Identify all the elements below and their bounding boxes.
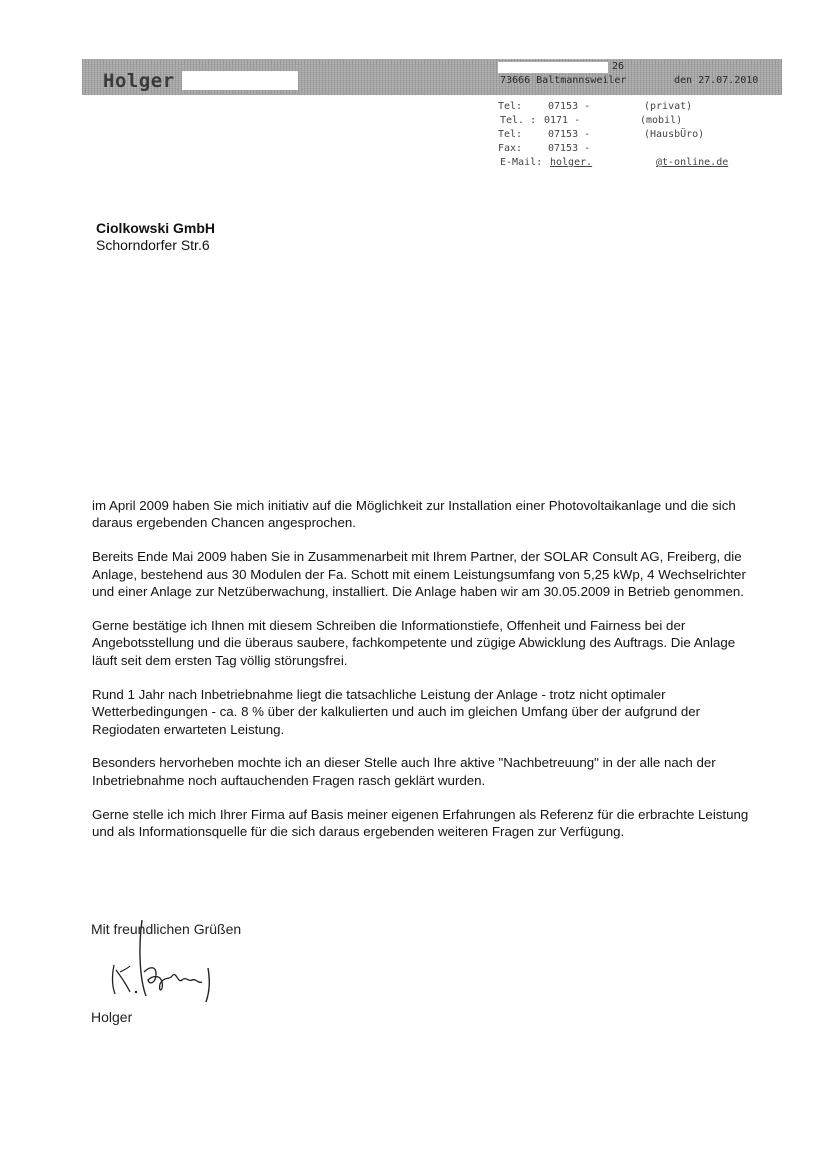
sender-name: Holger (103, 70, 175, 92)
contact-label: Tel: (498, 129, 523, 140)
signer-name: Holger (91, 1009, 133, 1025)
contact-number: 07153 - (548, 143, 591, 154)
email-domain[interactable]: @t-online.de (656, 157, 729, 168)
contact-label: Tel: (498, 101, 523, 112)
contact-label: Tel. : (500, 115, 537, 126)
contact-number: 0171 - (544, 115, 581, 126)
closing-greeting: Mit freundlichen Grüßen (91, 921, 242, 937)
recipient-street: Schorndorfer Str.6 (96, 237, 210, 253)
paragraph: Gerne stelle ich mich Ihrer Firma auf Basis meiner eigenen Erfahrungen als Referenz für die erbrachte Leistung und als Informationsquelle für die sich daraus ergebenden weiteren Fragen zur Verfügung. (92, 806, 749, 840)
email-user[interactable]: holger. (550, 157, 593, 168)
street-number: 26 (612, 61, 625, 72)
contact-number: 07153 - (548, 129, 591, 140)
paragraph: Gerne bestätige ich Ihnen mit diesem Schreiben die Informationstiefe, Offenheit und Fairness bei der Angebotsstellung und die überaus saubere, fachkompetente und zügige Abwicklung des Auftrags. Die Anlage läuft seit dem ersten Tag völlig störungsfrei. (92, 618, 736, 668)
paragraph: Bereits Ende Mai 2009 haben Sie in Zusammenarbeit mit Ihrem Partner, der SOLAR Consult AG, Freiberg, die Anlage, bestehend aus 30 Modulen der Fa. Schott mit einem Leistungsumfang von 5,25 kWp, 4 Wechselrichter und einer Anlage zur Netzüberwachung, installiert. Die Anlage haben wir am 30.05.2009 in Betrieb genommen. (92, 549, 746, 600)
letter-date: den 27.07.2010 (674, 75, 759, 86)
contact-note: (HausbÜro) (644, 129, 705, 140)
paragraph: Besonders hervorheben mochte ich an dieser Stelle auch Ihre aktive "Nachbetreuung" in der alle nach der Inbetriebnahme noch auftauchenden Fragen rasch geklärt wurden. (92, 755, 716, 788)
email-label: E-Mail: (500, 157, 543, 168)
contact-label: Fax: (498, 143, 523, 154)
contact-note: (privat) (644, 101, 693, 112)
paragraph: im April 2009 haben Sie mich initiativ auf die Möglichkeit zur Installation einer Photovoltaikanlage und die sich daraus ergebenden Chancen angesprochen. (92, 498, 736, 531)
contact-number: 07153 - (548, 101, 591, 112)
redacted-street (498, 62, 608, 73)
contact-note: (mobil) (640, 115, 683, 126)
redacted-surname (182, 71, 298, 90)
sender-city: 73666 Baltmannsweiler (500, 75, 627, 86)
letter-body (92, 497, 757, 857)
recipient-company: Ciolkowski GmbH (96, 220, 216, 236)
paragraph: Rund 1 Jahr nach Inbetriebnahme liegt die tatsachliche Leistung der Anlage - trotz nicht optimaler Wetterbedingungen - ca. 8 % über der kalkulierten und auch im gleichen Umfang über der aufgrund der Regiodaten erwarteten Leistung. (92, 686, 701, 737)
